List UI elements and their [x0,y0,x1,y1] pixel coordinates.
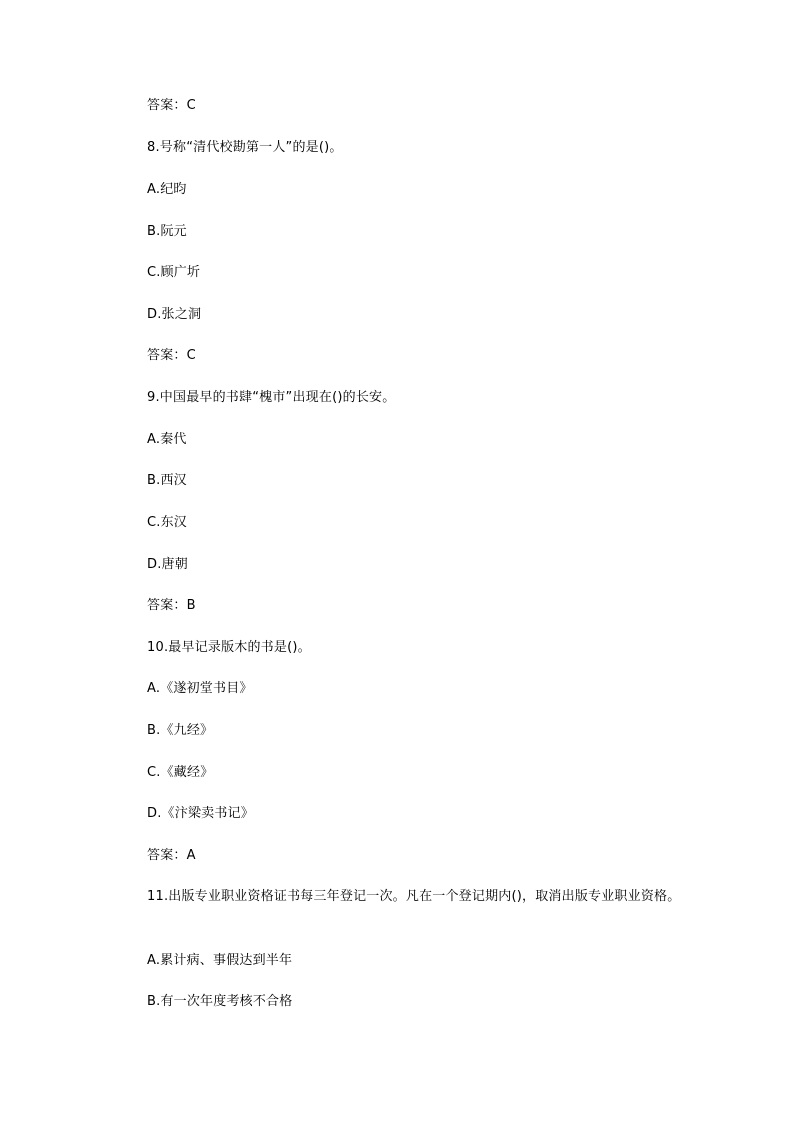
option-line: A.累计病、事假达到半年 [147,953,293,968]
option-line: B.《九经》 [147,723,214,738]
option-line: C.东汉 [147,515,188,530]
answer-line: 答案：B [147,598,196,613]
option-line: D.唐朝 [147,557,188,572]
question-paragraph: 11.出版专业职业资格证书每三年登记一次。凡在一个登记期内()，取消出版专业职业资格。 [147,889,681,904]
question-line: 10.最早记录版木的书是()。 [147,640,311,655]
answer-line: 答案：A [147,848,196,863]
option-line: A.纪昀 [147,182,187,197]
option-line: D.张之洞 [147,307,202,322]
option-line: B.西汉 [147,473,187,488]
option-line: C.《藏经》 [147,765,214,780]
option-line: A.秦代 [147,432,187,447]
answer-line: 答案：C [147,348,196,363]
question-line: 9.中国最早的书肆“槐市”出现在()的长安。 [147,390,396,405]
option-line: A.《遂初堂书目》 [147,681,253,696]
option-line: C.顾广圻 [147,265,201,280]
option-line: B.阮元 [147,224,187,239]
answer-line: 答案：C [147,98,196,113]
question-line: 8.号称“清代校勘第一人”的是()。 [147,140,343,155]
option-line: B.有一次年度考核不合格 [147,994,293,1009]
option-line: D.《汴梁卖书记》 [147,806,254,821]
